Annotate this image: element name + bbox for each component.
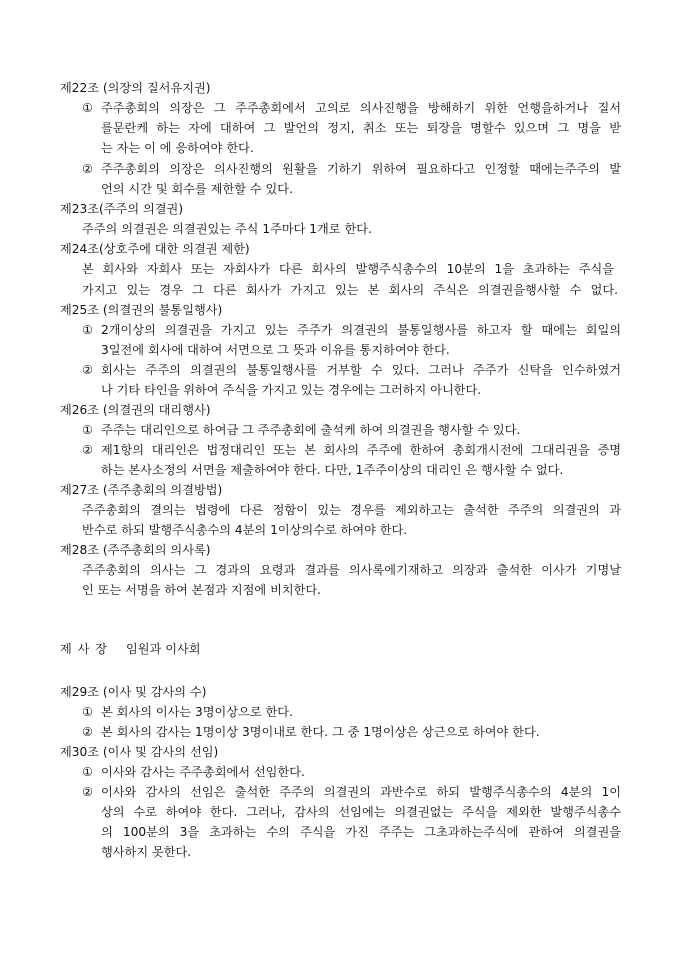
article-22-item-1-line-3: 는 자는 이 에 응하여야 한다.: [101, 141, 254, 155]
article-22-item-1-marker: ①: [82, 101, 93, 115]
article-25-item-2-line-2: 나 기타 타인을 위하여 주식을 가지고 있는 경우에는 그러하지 아니한다.: [101, 383, 482, 397]
article-26-item-2-line-1: 제1항의 대리인은 법정대리인 또는 본 회사의 주주에 한하여 총회개시전에 그대리권을 증명: [101, 443, 621, 457]
article-30-item-2-line-3: 의 100분의 3을 초과하는 수의 주식을 가진 주주는 그초과하는주식에 관하여 의결권을: [101, 825, 621, 839]
article-28-heading: 제28조 (주주총회의 의사록): [60, 543, 211, 557]
article-22-item-2-line-2: 언의 시간 및 회수를 제한할 수 있다.: [101, 182, 293, 196]
article-30-item-2-line-2: 상의 수로 하여야 한다. 그러나, 감사의 선임에는 의결권없는 주식을 제외한 발행주식총수: [101, 805, 621, 819]
article-30-item-2-line-4: 행사하지 못한다.: [101, 845, 192, 859]
article-26-item-1-line-1: 주주는 대리인으로 하여금 그 주주총회에 출석케 하여 의결권을 행사할 수 있다.: [101, 423, 521, 437]
article-24-line-2: 가지고 있는 경우 그 다른 회사가 가지고 있는 본 회사의 주식은 의결권을행사할 수 없다.: [82, 283, 618, 297]
article-26-item-2-marker: ②: [82, 443, 93, 457]
article-29-item-1-line-1: 본 회사의 이사는 3명이상으로 한다.: [101, 705, 293, 719]
article-23-line-1: 주주의 의결권은 의결권있는 주식 1주마다 1개로 한다.: [82, 222, 372, 236]
article-22-item-1-line-2: 를문란케 하는 자에 대하여 그 발언의 정지, 취소 또는 퇴장을 명할수 있으며 그 명을 받: [101, 121, 621, 135]
article-24-line-1: 본 회사와 자회사 또는 자회사가 다른 회사의 발행주식총수의 10분의 1을 초과하는 주식을: [82, 262, 614, 276]
article-25-item-1-line-2: 3일전에 회사에 대하여 서면으로 그 뜻과 이유를 통지하여야 한다.: [101, 343, 450, 357]
article-23-heading: 제23조(주주의 의결권): [60, 202, 184, 216]
article-29-item-1-marker: ①: [82, 705, 93, 719]
article-30-item-2-line-1: 이사와 감사의 선임은 출석한 주주의 의결권의 과반수로 하되 발행주식총수의 4분의 1이: [101, 785, 621, 799]
article-22-item-1-line-1: 주주총회의 의장은 그 주주총회에서 고의로 의사진행을 방해하기 위한 언행을하거나 질서: [101, 101, 621, 115]
article-22-item-2-marker: ②: [82, 162, 93, 176]
article-27-heading: 제27조 (주주총회의 의결방법): [60, 483, 223, 497]
article-30-item-1-line-1: 이사와 감사는 주주총회에서 선임한다.: [101, 765, 305, 779]
article-25-item-1-line-1: 2개이상의 의결권을 가지고 있는 주주가 의결권의 불통일행사를 하고자 할 때에는 회일의: [101, 323, 621, 337]
article-24-heading: 제24조(상호주에 대한 의결권 제한): [60, 242, 250, 256]
article-28-line-1: 주주총회의 의사는 그 경과의 요령과 결과를 의사록에기재하고 의장과 출석한 이사가 기명날: [82, 563, 621, 577]
article-26-item-1-marker: ①: [82, 423, 93, 437]
article-30-heading: 제30조 (이사 및 감사의 선임): [60, 745, 219, 759]
article-25-item-1-marker: ①: [82, 323, 93, 337]
chapter-number: 제 사 장: [60, 642, 109, 656]
article-26-heading: 제26조 (의결권의 대리행사): [60, 403, 211, 417]
article-25-item-2-line-1: 회사는 주주의 의결권의 불통일행사를 거부할 수 있다. 그러나 주주가 신탁을 인수하였거: [101, 363, 621, 377]
article-27-line-1: 주주총회의 결의는 법령에 다른 정함이 있는 경우를 제외하고는 출석한 주주의 의결권의 과: [82, 503, 621, 517]
article-25-item-2-marker: ②: [82, 363, 93, 377]
article-30-item-2-marker: ②: [82, 785, 93, 799]
article-26-item-2-line-2: 하는 본사소정의 서면을 제출하여야 한다. 다만, 1주주이상의 대리인 은 행사할 수 없다.: [101, 463, 564, 477]
article-30-item-1-marker: ①: [82, 765, 93, 779]
article-27-line-2: 반수로 하되 발행주식총수의 4분의 1이상의수로 하여야 한다.: [82, 523, 408, 537]
article-29-item-2-line-1: 본 회사의 감사는 1명이상 3명이내로 한다. 그 중 1명이상은 상근으로 하여야 한다.: [101, 725, 540, 739]
article-28-line-2: 인 또는 서명을 하여 본점과 지점에 비치한다.: [82, 583, 322, 597]
article-29-heading: 제29조 (이사 및 감사의 수): [60, 685, 207, 699]
article-22-heading: 제22조 (의장의 질서유지권): [60, 81, 211, 95]
article-22-item-2-line-1: 주주총회의 의장은 의사진행의 원활을 기하기 위하여 필요하다고 인정할 때에는주주의 발: [101, 162, 621, 176]
article-29-item-2-marker: ②: [82, 725, 93, 739]
article-25-heading: 제25조 (의결권의 불통일행사): [60, 303, 223, 317]
chapter-title: 임원과 이사회: [126, 642, 201, 656]
